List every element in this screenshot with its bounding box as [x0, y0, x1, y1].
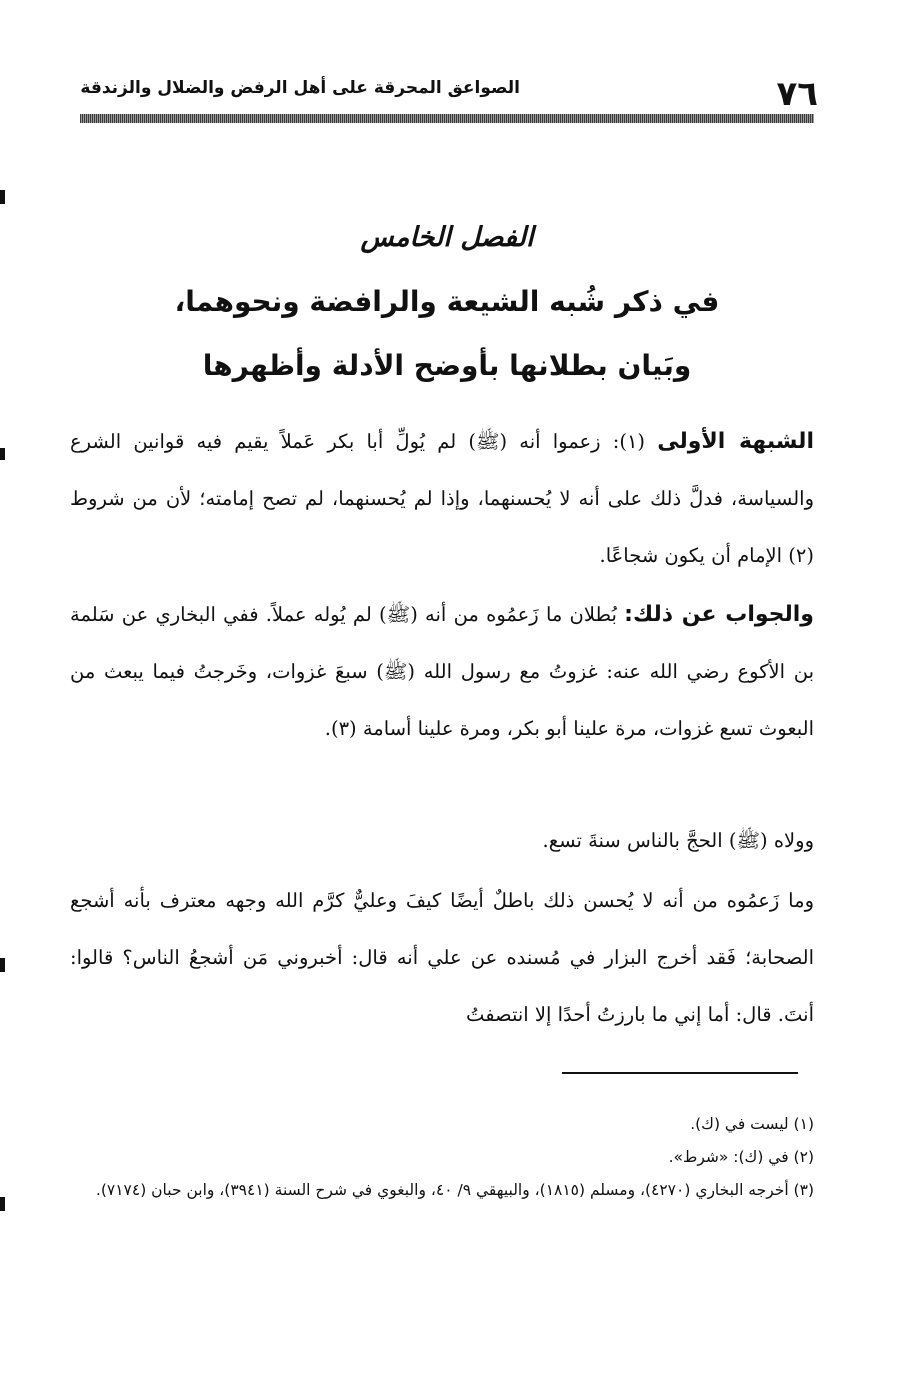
- header-divider: [80, 114, 814, 123]
- margin-mark: [0, 1197, 5, 1211]
- chapter-title: الفصل الخامس: [360, 222, 534, 253]
- answer-text: بُطلان ما زَعمُوه من أنه (ﷺ) لم يُوله عملاً. ففي البخاري عن سَلمة بن الأكوع رضي الله عنه: غزوتُ مع رسول الله (ﷺ) سبعَ غزوات، وخَرجتُ فيما يبعث من البعوث تسع غزوات، مرة علينا أبو بكر، ومرة علينا أسامة (٣).: [70, 603, 814, 740]
- paragraph-hajj: وولاه (ﷺ) الحجَّ بالناس سنةَ تسع.: [542, 829, 814, 852]
- first-doubt-heading: الشبهة الأولى: [657, 429, 814, 454]
- margin-mark: [0, 958, 5, 972]
- running-title: الصواعق المحرقة على أهل الرفض والضلال والزندقة: [80, 78, 520, 98]
- chapter-subtitle-line2: وبَيان بطلانها بأوضح الأدلة وأظهرها: [202, 349, 692, 382]
- margin-mark: [0, 448, 5, 460]
- footnote-divider: [562, 1072, 798, 1074]
- margin-mark: [0, 190, 5, 204]
- first-doubt-text: (١): زعموا أنه (ﷺ) لم يُولِّ أبا بكر عَملاً يقيم فيه قوانين الشرع والسياسة، فدلَّ ذلك على أنه لا يُحسنهما، وإذا لم يُحسنهما، لم تصح إمامته؛ لأن من شروط (٢) الإمام أن يكون شجاعًا.: [70, 430, 814, 567]
- footnote-3: (٣) أخرجه البخاري (٤٢٧٠)، ومسلم (١٨١٥)، والبيهقي ٩/ ٤٠، والبغوي في شرح السنة (٣٩٤١)، وابن حبان (٧١٧٤).: [95, 1181, 814, 1199]
- page-number: ٧٦: [776, 74, 818, 114]
- chapter-subtitle-line1: في ذكر شُبه الشيعة والرافضة ونحوهما،: [174, 285, 720, 318]
- paragraph-first-doubt: [70, 413, 814, 584]
- footnotes: [64, 1108, 814, 1207]
- paragraph-answer: [70, 586, 814, 757]
- footnote-1: (١) ليست في (ك).: [690, 1115, 814, 1133]
- footnote-2: (٢) في (ك): «شرط».: [668, 1148, 814, 1166]
- answer-heading: والجواب عن ذلك:: [624, 602, 814, 627]
- paragraph-courage: وما زَعمُوه من أنه لا يُحسن ذلك باطلٌ أيضًا كيفَ وعليٌّ كرَّم الله وجهه معترف بأنه أشجع الصحابة؛ فَقد أخرج البزار في مُسنده عن علي أنه قال: أخبروني مَن أشجعُ الناس؟ قالوا: أنتَ. قال: أما إني ما بارزتُ أحدًا إلا انتصفتُ: [70, 889, 814, 1026]
